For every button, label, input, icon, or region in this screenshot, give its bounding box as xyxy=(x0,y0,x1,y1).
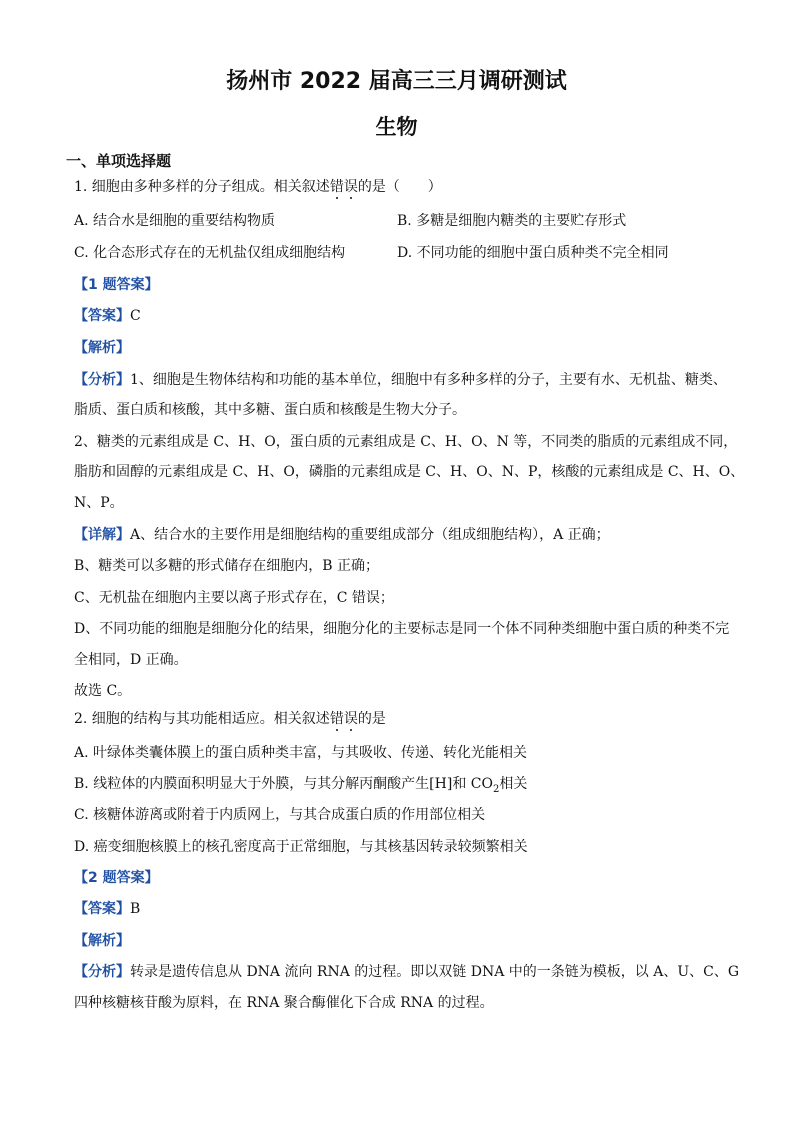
q2-answer xyxy=(74,899,140,919)
q1-analysis-line-4: 脂肪和固醇的元素组成是 C、H、O，磷脂的元素组成是 C、H、O、N、P，核酸的元素组成是 C、H、O、 xyxy=(74,464,745,480)
q1-detail-line-4: D、不同功能的细胞是细胞分化的结果，细胞分化的主要标志是同一个体不同种类细胞中蛋白质的种类不完 xyxy=(74,621,730,637)
q1-conclusion: 故选 C。 xyxy=(74,683,132,699)
q2-analysis-line-2: 四种核糖核苷酸为原料，在 RNA 聚合酶催化下合成 RNA 的过程。 xyxy=(74,995,494,1011)
q2-option-c: C. 核糖体游离或附着于内质网上，与其合成蛋白质的作用部位相关 xyxy=(74,807,486,823)
q1-analysis-line-1 xyxy=(74,370,727,390)
q1-option-c: C. 化合态形式存在的无机盐仅组成细胞结构 xyxy=(74,245,346,261)
q1-analysis-line-2: 脂质、蛋白质和核酸，其中多糖、蛋白质和核酸是生物大分子。 xyxy=(74,402,466,418)
question-2-stem-end: 的是 xyxy=(357,711,386,727)
emphasis-char: 误 xyxy=(343,179,358,195)
q2-analysis-header: 【解析】 xyxy=(74,933,130,949)
q1-analysis-line-5: N、P。 xyxy=(74,495,124,511)
analysis-tag: 【分析】 xyxy=(74,964,130,980)
q2-option-b xyxy=(74,774,527,800)
q1-option-b: B. 多糖是细胞内糖类的主要贮存形式 xyxy=(397,213,627,229)
question-2-stem xyxy=(74,709,386,729)
subscript: 2 xyxy=(492,783,500,795)
q2-option-b-text: B. 线粒体的内膜面积明显大于外膜，与其分解丙酮酸产生[H]和 CO xyxy=(74,776,493,792)
q1-detail-line-2: B、糖类可以多糖的形式储存在细胞内，B 正确； xyxy=(74,558,380,574)
answer-value: C xyxy=(130,308,141,324)
analysis-text: 转录是遗传信息从 DNA 流向 RNA 的过程。即以双链 DNA 中的一条链为模板，以 A、U、C、G xyxy=(130,964,740,980)
exam-title: 扬州市 2022 届高三三月调研测试 xyxy=(226,69,567,94)
question-1-stem xyxy=(74,177,442,197)
q1-detail-line-3: C、无机盐在细胞内主要以离子形式存在，C 错误； xyxy=(74,590,394,606)
question-2-stem-text: 2. 细胞的结构与其功能相适应。相关叙述 xyxy=(74,711,330,727)
emphasis-char: 错 xyxy=(329,711,344,727)
analysis-tag: 【分析】 xyxy=(74,372,130,388)
q1-option-d: D. 不同功能的细胞中蛋白质种类不完全相同 xyxy=(397,245,669,261)
analysis-text: 1、细胞是生物体结构和功能的基本单位，细胞中有多种多样的分子，主要有水、无机盐、糖类、 xyxy=(130,372,727,388)
q2-option-b-end: 相关 xyxy=(499,776,528,792)
q1-detail-line-5: 全相同，D 正确。 xyxy=(74,652,188,668)
emphasis-char: 错 xyxy=(329,179,344,195)
section-heading: 一、单项选择题 xyxy=(66,152,172,170)
q2-option-a: A. 叶绿体类囊体膜上的蛋白质种类丰富，与其吸收、传递、转化光能相关 xyxy=(74,745,528,761)
q1-detail-line-1 xyxy=(74,525,610,545)
q1-analysis-header: 【解析】 xyxy=(74,340,130,356)
q1-answer xyxy=(74,306,141,326)
answer-tag: 【答案】 xyxy=(74,901,130,917)
q1-option-a: A. 结合水是细胞的重要结构物质 xyxy=(74,213,276,229)
answer-tag: 【答案】 xyxy=(74,308,130,324)
answer-value: B xyxy=(130,901,141,917)
question-1-stem-text: 1. 细胞由多种多样的分子组成。相关叙述 xyxy=(74,179,330,195)
q2-answer-header: 【2 题答案】 xyxy=(74,870,159,886)
emphasis-char: 误 xyxy=(343,711,358,727)
q2-analysis-line-1 xyxy=(74,962,740,982)
detail-text: A、结合水的主要作用是细胞结构的重要组成部分（组成细胞结构），A 正确； xyxy=(130,527,610,543)
question-1-stem-end: 的是（ ） xyxy=(357,179,442,195)
detail-tag: 【详解】 xyxy=(74,527,130,543)
subject-title: 生物 xyxy=(375,115,418,139)
q2-option-d: D. 癌变细胞核膜上的核孔密度高于正常细胞，与其核基因转录较频繁相关 xyxy=(74,839,528,855)
q1-answer-header: 【1 题答案】 xyxy=(74,277,159,293)
q1-analysis-line-3: 2、糖类的元素组成是 C、H、O，蛋白质的元素组成是 C、H、O、N 等，不同类的脂质的元素组成不同， xyxy=(74,434,738,450)
